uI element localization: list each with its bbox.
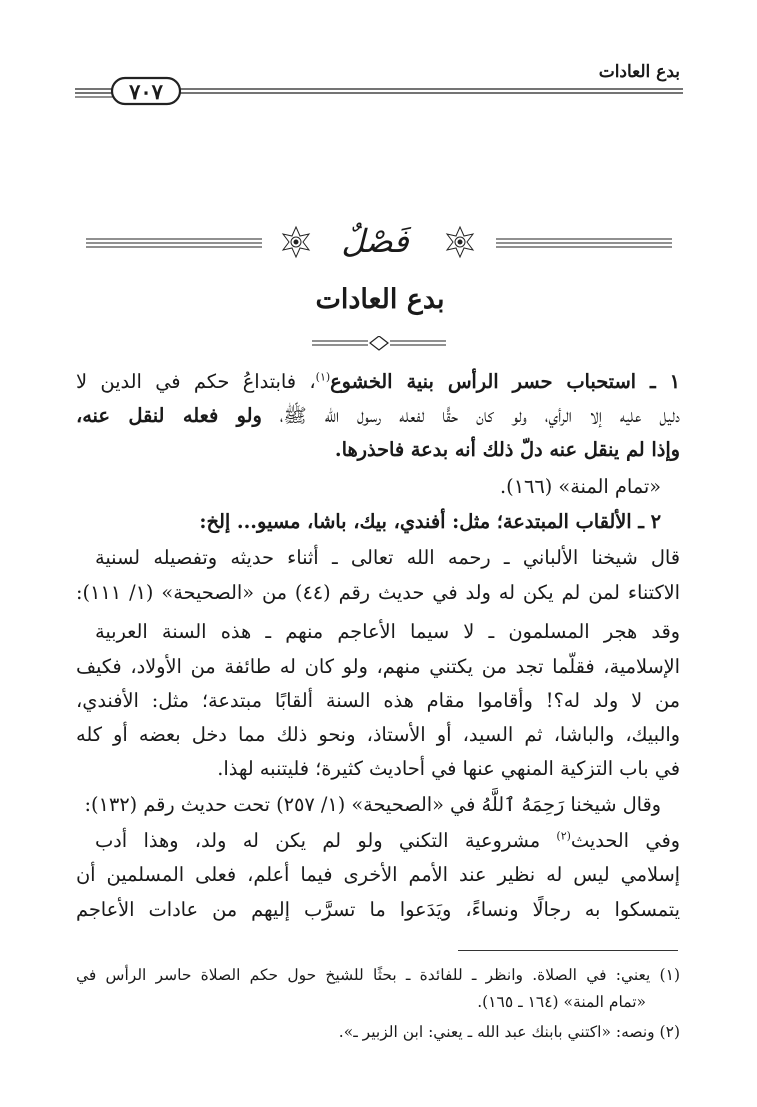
body-line-12: في باب التزكية المنهي عنها في أحاديث كثيرة؛ فليتنبه لهذا. <box>217 757 680 780</box>
body-line-1: ١ ـ استحباب حسر الرأس بنية الخشوع$^{(١)}$، فابتداعُ حكم في الدين لا <box>76 370 680 393</box>
body-line-10: من لا ولد له؟! وأقاموا مقام هذه السنة ألقابًا مبتدعة؛ مثل: الأفندي، <box>76 689 680 712</box>
section-title: بدع العادات <box>315 284 445 315</box>
body-line-8: وقد هجر المسلمون ـ لا سيما الأعاجم منهم ـ هذه السنة العربية <box>95 620 680 643</box>
footnote-1-line-1: (١) يعني: في الصلاة. وانظر ـ للفائدة ـ بحثًا للشيخ حول حكم الصلاة حاسر الرأس في <box>76 966 680 984</box>
footnote-separator <box>458 950 678 951</box>
body-line-14: وفي الحديث$^{(٢)}$ مشروعية التكني ولو لم يكن له ولد، وهذا أدب <box>95 829 680 852</box>
body-line-13: وقال شيخنا رَحِمَهُ ٱللَّهُ في «الصحيحة» (١/ ٢٥٧) تحت حديث رقم (١٣٢): <box>84 793 661 816</box>
body-line-5: ٢ ـ الألقاب المبتدعة؛ مثل: أفندي، بيك، باشا، مسيو... إلخ: <box>199 510 661 533</box>
body-line-7: الاكتناء لمن لم يكن له ولد في حديث رقم (٤٤) من «الصحيحة» (١/ ١١١): <box>76 581 680 604</box>
section-ornament-word: فَصْلٌ <box>341 222 409 260</box>
body-line-4: «تمام المنة» (١٦٦). <box>500 475 661 498</box>
body-line-6: قال شيخنا الألباني ـ رحمه الله تعالى ـ أثناء حديثه وتفصيله لسنية <box>95 546 680 569</box>
title-divider <box>312 336 446 352</box>
footnote-2: (٢) ونصه: «اكتني بابنك عبد الله ـ يعني: ابن الزبير ـ». <box>338 1023 680 1041</box>
body-line-15: إسلامي ليس له نظير عند الأمم الأخرى فيما أعلم، فعلى المسلمين أن <box>76 863 680 886</box>
body-line-2: دليل عليه إلا الرأي، ولو كان حقًّا لفعله رسول الله ﷺ، ولو فعله لنقل عنه، <box>76 404 680 427</box>
running-title: بدع العادات <box>598 62 680 82</box>
body-line-11: والبيك، والباشا، ثم السيد، أو الأستاذ، ونحو ذلك مما دخل بعضه أو كله <box>76 723 680 746</box>
page-number: ٧٠٧ <box>129 79 163 104</box>
body-line-9: الإسلامية، فقلّما تجد من يكتني منهم، ولو كان له طائفة من الأولاد، فكيف <box>76 655 680 678</box>
footnote-1-line-2: «تمام المنة» (١٦٤ ـ ١٦٥). <box>477 993 646 1011</box>
body-line-16: يتمسكوا به رجالًا ونساءً، ويَدَعوا ما تسرَّب إليهم من عادات الأعاجم <box>76 898 680 921</box>
body-line-3: وإذا لم ينقل عنه دلّ ذلك أنه بدعة فاحذرها. <box>334 438 680 461</box>
